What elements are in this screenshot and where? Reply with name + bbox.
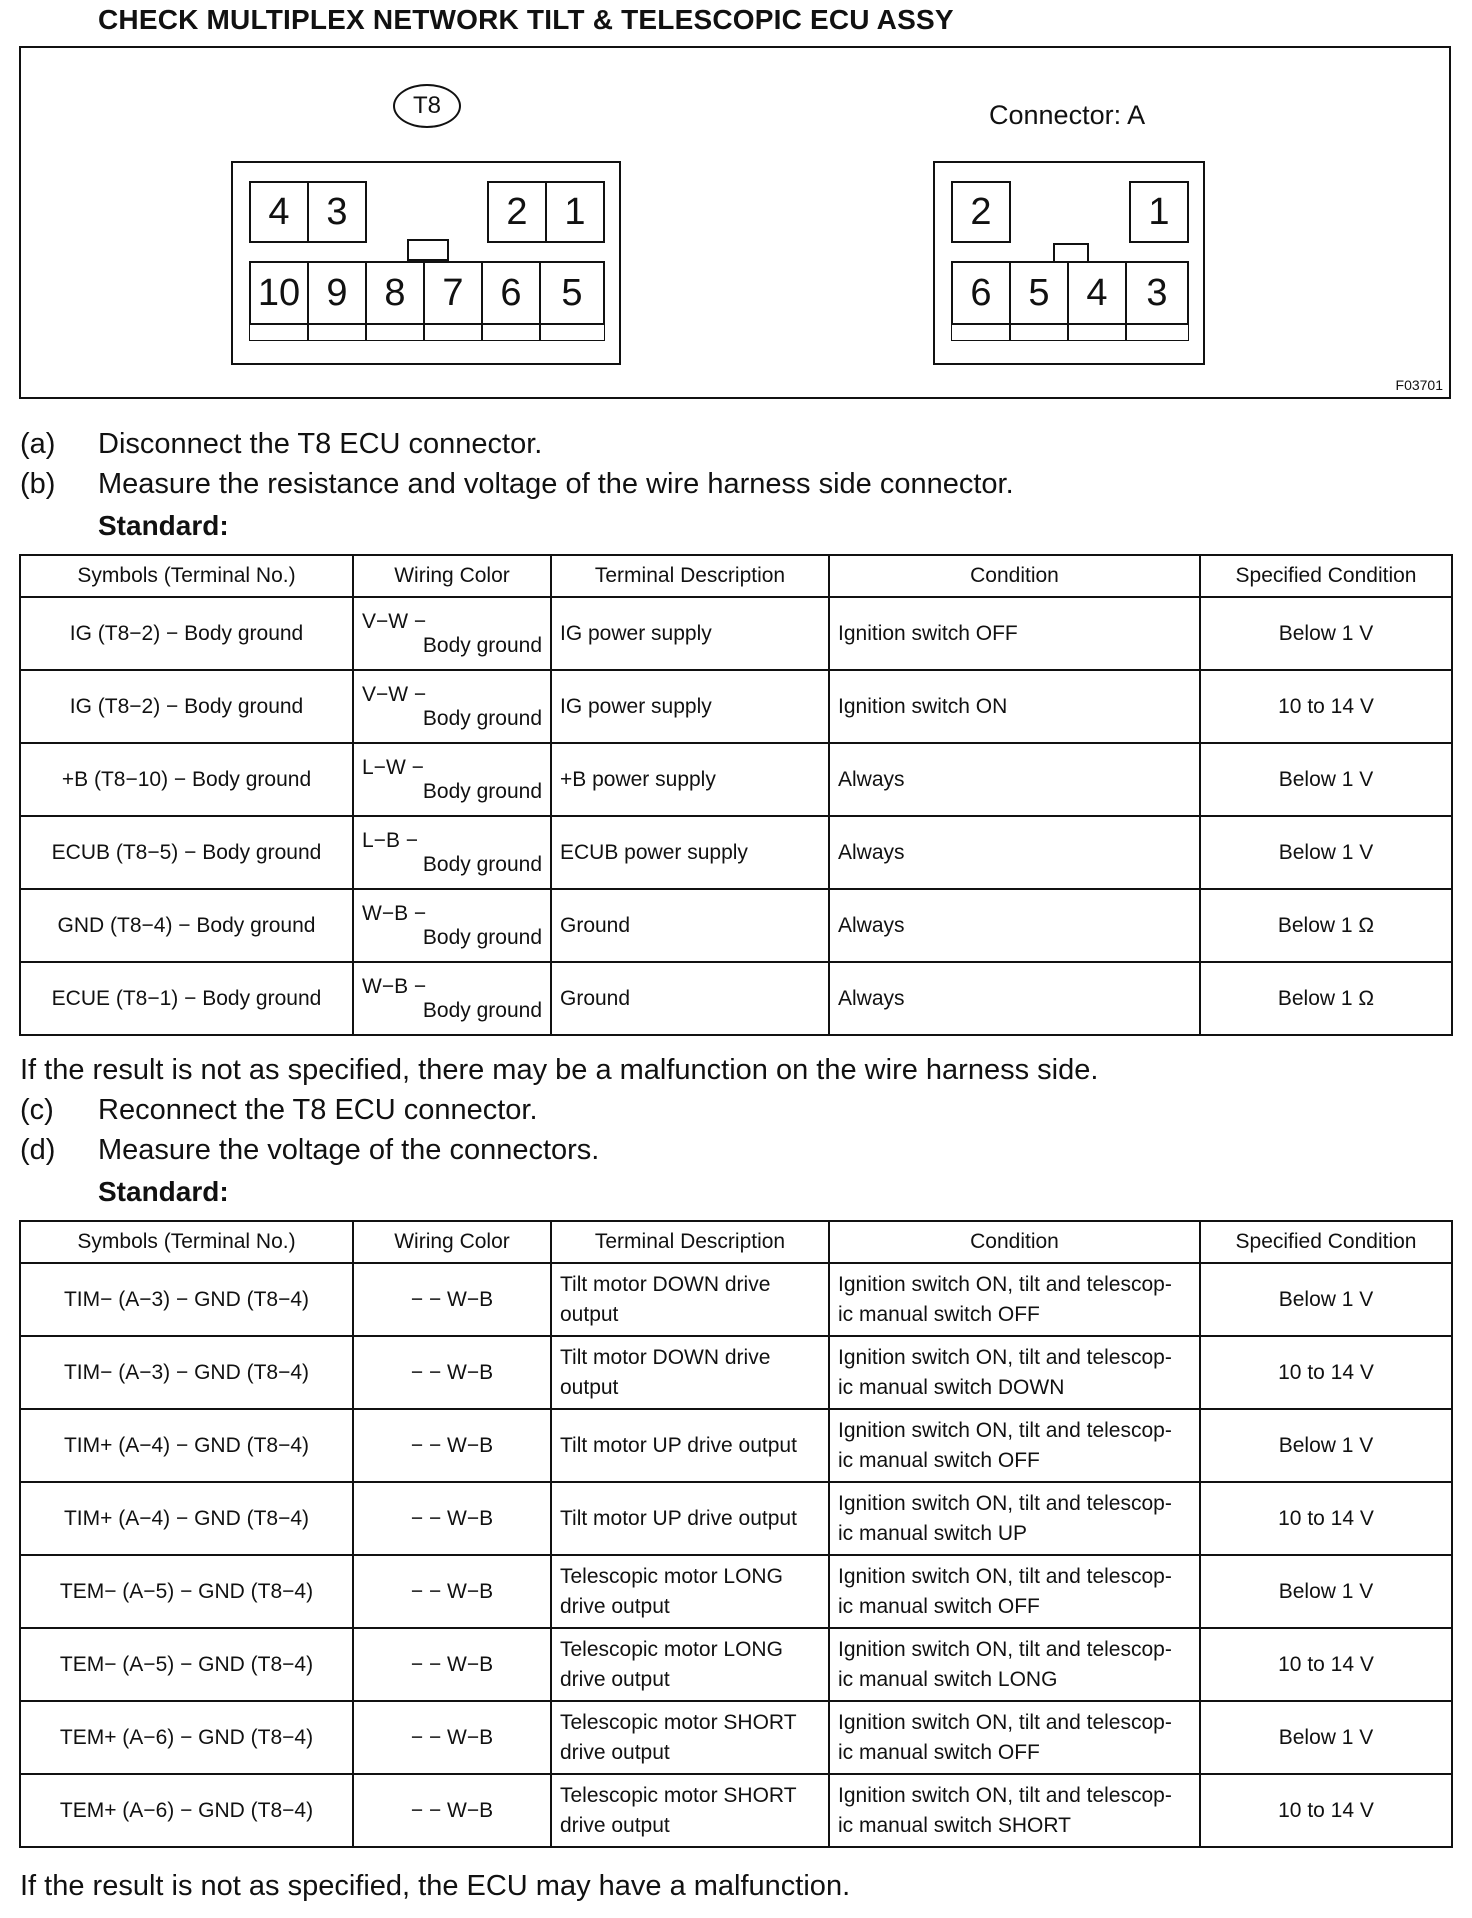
terminal-description-cell: IG power supply (551, 670, 829, 743)
specified-condition-cell: 10 to 14 V (1200, 1774, 1452, 1847)
terminal-description-cell: Ground (551, 889, 829, 962)
condition-line1: Ignition switch ON, tilt and telescop- (838, 1418, 1172, 1442)
condition-line1: Ignition switch ON, tilt and telescop- (838, 1272, 1172, 1296)
description-line2: output (560, 1302, 619, 1326)
terminal-description-cell (551, 1555, 829, 1628)
table-row (20, 889, 1452, 962)
step-a: (a) Disconnect the T8 ECU connector. (20, 428, 543, 460)
symbol-cell: ECUE (T8−1) − Body ground (20, 962, 353, 1035)
step-c: (c) Reconnect the T8 ECU connector. (20, 1094, 538, 1126)
t8-pin-base (249, 323, 309, 341)
wiring-color-cell: − − W−B (353, 1482, 551, 1555)
table-row (20, 1263, 1452, 1336)
a-pin-2: 2 (951, 181, 1011, 243)
symbol-cell: TEM− (A−5) − GND (T8−4) (20, 1628, 353, 1701)
specified-condition-cell: 10 to 14 V (1200, 1482, 1452, 1555)
condition-cell (829, 1482, 1200, 1555)
symbol-cell: TEM+ (A−6) − GND (T8−4) (20, 1701, 353, 1774)
terminal-description-cell: +B power supply (551, 743, 829, 816)
wiring-color-cell (353, 962, 551, 1035)
condition-cell: Ignition switch OFF (829, 597, 1200, 670)
steps-ab (20, 424, 1014, 504)
symbol-cell: TEM− (A−5) − GND (T8−4) (20, 1555, 353, 1628)
note-ecu: If the result is not as specified, the ECU may have a malfunction. (20, 1870, 851, 1902)
wiring-color-cell: − − W−B (353, 1628, 551, 1701)
wiring-color-cell: − − W−B (353, 1774, 551, 1847)
wiring-color-line2: Body ground (422, 706, 542, 730)
condition-line2: ic manual switch DOWN (838, 1375, 1065, 1399)
condition-cell: Always (829, 962, 1200, 1035)
condition-line2: ic manual switch OFF (838, 1448, 1040, 1472)
t8-pin-base (481, 323, 541, 341)
wiring-color-cell: − − W−B (353, 1336, 551, 1409)
wiring-color-line1: W−B − (362, 901, 427, 925)
t8-pin-1: 1 (545, 181, 605, 243)
terminal-description-cell (551, 1701, 829, 1774)
wiring-color-cell: − − W−B (353, 1409, 551, 1482)
wiring-color-line2: Body ground (422, 998, 542, 1022)
terminal-description-cell (551, 1336, 829, 1409)
condition-cell (829, 1701, 1200, 1774)
description-line2: output (560, 1375, 619, 1399)
description-line2: drive output (560, 1667, 670, 1691)
condition-cell (829, 1628, 1200, 1701)
specified-condition-cell: Below 1 V (1200, 1701, 1452, 1774)
header-specified-condition: Specified Condition (1200, 1221, 1452, 1263)
terminal-description-cell (551, 1263, 829, 1336)
description-line1: Telescopic motor SHORT (560, 1783, 797, 1807)
symbol-cell: TIM+ (A−4) − GND (T8−4) (20, 1409, 353, 1482)
condition-cell (829, 1336, 1200, 1409)
wiring-color-cell: − − W−B (353, 1263, 551, 1336)
description-line1: Telescopic motor LONG (560, 1564, 783, 1588)
wiring-color-line1: V−W − (362, 609, 427, 633)
a-lock-tab (1053, 243, 1089, 263)
specified-condition-cell: Below 1 Ω (1200, 889, 1452, 962)
terminal-description-cell (551, 1482, 829, 1555)
resistance-voltage-table (19, 554, 1453, 1036)
table-row (20, 1628, 1452, 1701)
a-pin-base (1125, 323, 1189, 341)
specified-condition-cell: 10 to 14 V (1200, 1628, 1452, 1701)
steps-cd (20, 1090, 599, 1170)
t8-pin-2: 2 (487, 181, 547, 243)
wiring-color-cell: − − W−B (353, 1555, 551, 1628)
header-specified-condition: Specified Condition (1200, 555, 1452, 597)
t8-pin-5: 5 (539, 261, 605, 325)
voltage-table (19, 1220, 1453, 1848)
condition-cell (829, 1555, 1200, 1628)
a-pin-base (951, 323, 1011, 341)
specified-condition-cell: Below 1 V (1200, 1409, 1452, 1482)
t8-pin-8: 8 (365, 261, 425, 325)
symbol-cell: GND (T8−4) − Body ground (20, 889, 353, 962)
t8-pin-6: 6 (481, 261, 541, 325)
t8-pin-base (365, 323, 425, 341)
table-row (20, 597, 1452, 670)
header-terminal-description: Terminal Description (551, 555, 829, 597)
condition-line2: ic manual switch OFF (838, 1594, 1040, 1618)
condition-cell: Always (829, 889, 1200, 962)
symbol-cell: TIM+ (A−4) − GND (T8−4) (20, 1482, 353, 1555)
terminal-description-cell (551, 1628, 829, 1701)
step-d: (d) Measure the voltage of the connectors. (20, 1134, 600, 1166)
description-line1: Telescopic motor LONG (560, 1637, 783, 1661)
t8-pin-base (307, 323, 367, 341)
specified-condition-cell: 10 to 14 V (1200, 1336, 1452, 1409)
a-pin-3: 3 (1125, 261, 1189, 325)
condition-line1: Ignition switch ON, tilt and telescop- (838, 1637, 1172, 1661)
description-line2: drive output (560, 1740, 670, 1764)
table-row (20, 1409, 1452, 1482)
standard-label-2: Standard: (98, 1176, 229, 1207)
wiring-color-line1: L−B − (362, 828, 419, 852)
condition-line2: ic manual switch LONG (838, 1667, 1058, 1691)
wiring-color-line2: Body ground (422, 852, 542, 876)
a-pin-base (1009, 323, 1069, 341)
a-pin-4: 4 (1067, 261, 1127, 325)
table-row (20, 962, 1452, 1035)
wiring-color-line1: L−W − (362, 755, 424, 779)
wiring-color-line1: W−B − (362, 974, 427, 998)
wiring-color-line2: Body ground (422, 633, 542, 657)
note-wire-harness: If the result is not as specified, there may be a malfunction on the wire harness side. (20, 1054, 1099, 1086)
table-row (20, 1482, 1452, 1555)
figure-code: F03701 (1395, 377, 1443, 393)
t8-pin-9: 9 (307, 261, 367, 325)
header-terminal-description: Terminal Description (551, 1221, 829, 1263)
specified-condition-cell: Below 1 V (1200, 1263, 1452, 1336)
condition-line2: ic manual switch OFF (838, 1302, 1040, 1326)
connector-a-housing (933, 161, 1205, 365)
symbol-cell: IG (T8−2) − Body ground (20, 597, 353, 670)
connector-a-label: Connector: A (989, 100, 1146, 130)
description-line1: Telescopic motor SHORT (560, 1710, 797, 1734)
condition-line1: Ignition switch ON, tilt and telescop- (838, 1564, 1172, 1588)
table-row (20, 1774, 1452, 1847)
t8-pin-7: 7 (423, 261, 483, 325)
t8-pin-10: 10 (249, 261, 309, 325)
condition-cell (829, 1263, 1200, 1336)
specified-condition-cell: 10 to 14 V (1200, 670, 1452, 743)
terminal-description-cell: ECUB power supply (551, 816, 829, 889)
symbol-cell: TIM− (A−3) − GND (T8−4) (20, 1336, 353, 1409)
t8-pin-4: 4 (249, 181, 309, 243)
description-line2: drive output (560, 1594, 670, 1618)
wiring-color-line2: Body ground (422, 925, 542, 949)
condition-line1: Ignition switch ON, tilt and telescop- (838, 1345, 1172, 1369)
header-symbols: Symbols (Terminal No.) (20, 1221, 353, 1263)
wiring-color-cell (353, 816, 551, 889)
table-row (20, 1555, 1452, 1628)
step-b: (b) Measure the resistance and voltage of the wire harness side connector. (20, 468, 1014, 500)
description-line1: Tilt motor UP drive output (560, 1433, 797, 1457)
table-row (20, 743, 1452, 816)
header-wiring-color: Wiring Color (353, 1221, 551, 1263)
terminal-description-cell: Ground (551, 962, 829, 1035)
symbol-cell: ECUB (T8−5) − Body ground (20, 816, 353, 889)
specified-condition-cell: Below 1 V (1200, 743, 1452, 816)
condition-line2: ic manual switch SHORT (838, 1813, 1072, 1837)
wiring-color-line2: Body ground (422, 779, 542, 803)
specified-condition-cell: Below 1 V (1200, 816, 1452, 889)
condition-cell: Ignition switch ON (829, 670, 1200, 743)
table-row (20, 1701, 1452, 1774)
condition-cell: Always (829, 816, 1200, 889)
symbol-cell: TEM+ (A−6) − GND (T8−4) (20, 1774, 353, 1847)
description-line1: Tilt motor DOWN drive (560, 1272, 771, 1296)
t8-connector-housing (231, 161, 621, 365)
standard-label-1: Standard: (98, 510, 229, 541)
t8-pin-3: 3 (307, 181, 367, 243)
header-condition: Condition (829, 1221, 1200, 1263)
description-line2: drive output (560, 1813, 670, 1837)
t8-lock-tab (407, 239, 449, 261)
t8-connector-label: T8 (393, 84, 461, 128)
wiring-color-cell (353, 889, 551, 962)
symbol-cell: IG (T8−2) − Body ground (20, 670, 353, 743)
specified-condition-cell: Below 1 V (1200, 597, 1452, 670)
header-condition: Condition (829, 555, 1200, 597)
condition-line1: Ignition switch ON, tilt and telescop- (838, 1710, 1172, 1734)
specified-condition-cell: Below 1 V (1200, 1555, 1452, 1628)
terminal-description-cell (551, 1774, 829, 1847)
a-pin-base (1067, 323, 1127, 341)
wiring-color-cell (353, 743, 551, 816)
condition-cell (829, 1774, 1200, 1847)
table-row (20, 670, 1452, 743)
table-header-row (20, 1221, 1452, 1263)
condition-cell: Always (829, 743, 1200, 816)
description-line1: Tilt motor UP drive output (560, 1506, 797, 1530)
header-symbols: Symbols (Terminal No.) (20, 555, 353, 597)
condition-line2: ic manual switch UP (838, 1521, 1028, 1545)
table-header-row (20, 555, 1452, 597)
symbol-cell: TIM− (A−3) − GND (T8−4) (20, 1263, 353, 1336)
table-row (20, 1336, 1452, 1409)
symbol-cell: +B (T8−10) − Body ground (20, 743, 353, 816)
condition-line2: ic manual switch OFF (838, 1740, 1040, 1764)
condition-line1: Ignition switch ON, tilt and telescop- (838, 1491, 1172, 1515)
page-title: CHECK MULTIPLEX NETWORK TILT & TELESCOPIC ECU ASSY (98, 4, 954, 35)
table-row (20, 816, 1452, 889)
a-pin-6: 6 (951, 261, 1011, 325)
condition-cell (829, 1409, 1200, 1482)
a-pin-5: 5 (1009, 261, 1069, 325)
t8-pin-base (539, 323, 605, 341)
header-wiring-color: Wiring Color (353, 555, 551, 597)
condition-line1: Ignition switch ON, tilt and telescop- (838, 1783, 1172, 1807)
t8-pin-base (423, 323, 483, 341)
wiring-color-cell: − − W−B (353, 1701, 551, 1774)
terminal-description-cell (551, 1409, 829, 1482)
terminal-description-cell: IG power supply (551, 597, 829, 670)
wiring-color-cell (353, 597, 551, 670)
specified-condition-cell: Below 1 Ω (1200, 962, 1452, 1035)
a-pin-1: 1 (1129, 181, 1189, 243)
wiring-color-cell (353, 670, 551, 743)
connector-diagram (19, 46, 1451, 399)
wiring-color-line1: V−W − (362, 682, 427, 706)
description-line1: Tilt motor DOWN drive (560, 1345, 771, 1369)
